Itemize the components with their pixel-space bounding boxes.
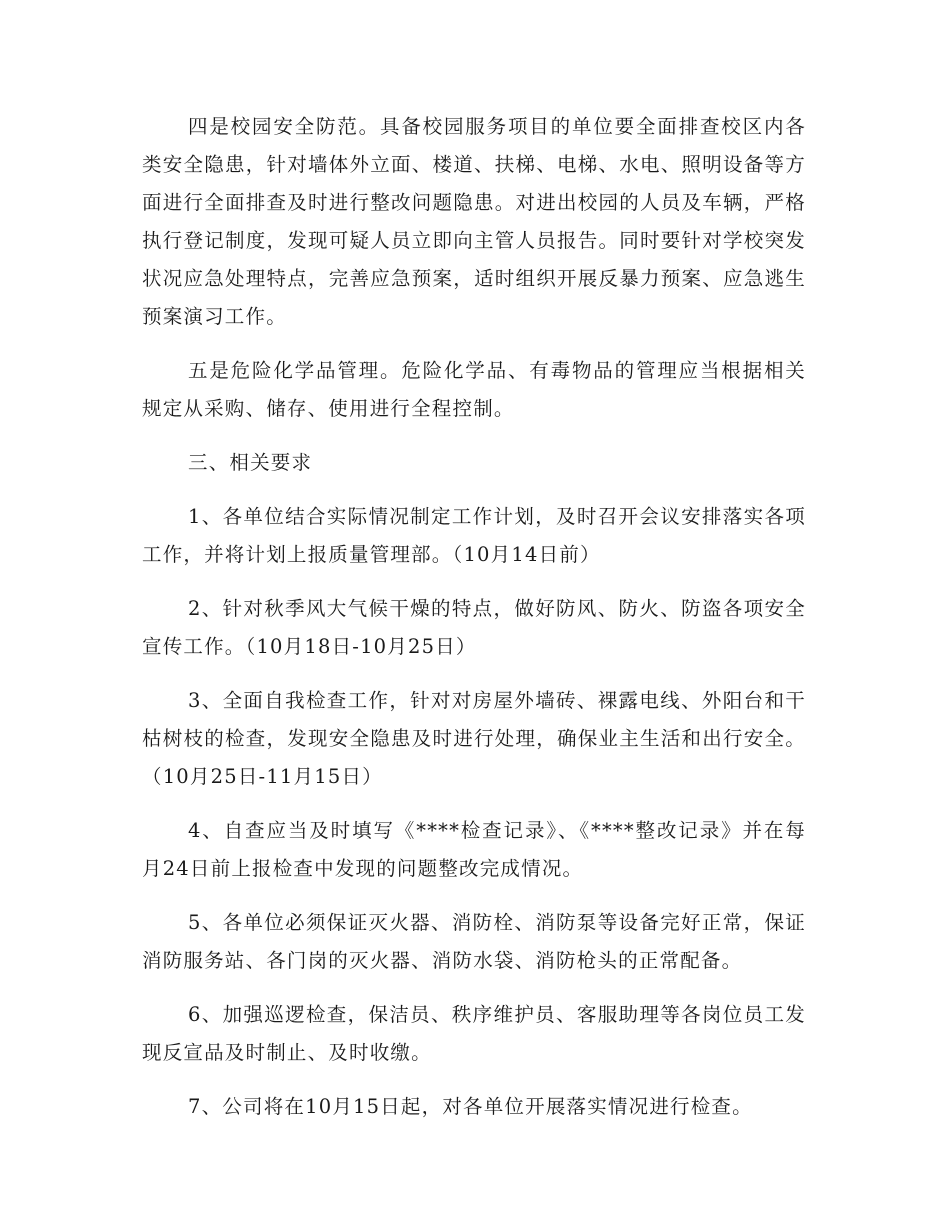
requirement-item-1: 1、各单位结合实际情况制定工作计划，及时召开会议安排落实各项工作，并将计划上报质量管理部。（10月14日前）	[142, 505, 806, 566]
requirement-item-2: 2、针对秋季风大气候干燥的特点，做好防风、防火、防盗各项安全宣传工作。（10月18日-10月25日）	[142, 597, 806, 658]
document-body	[142, 108, 806, 1142]
requirement-item-3: 3、全面自我检查工作，针对对房屋外墙砖、裸露电线、外阳台和干枯树枝的检查，发现安全隐患及时进行处理，确保业主生活和出行安全。（10月25日-11月15日）	[142, 689, 806, 788]
paragraph-hazardous-chemicals: 五是危险化学品管理。危险化学品、有毒物品的管理应当根据相关规定从采购、储存、使用进行全程控制。	[142, 359, 806, 420]
section-heading: 三、相关要求	[188, 451, 313, 474]
requirement-item-5: 5、各单位必须保证灭火器、消防栓、消防泵等设备完好正常，保证消防服务站、各门岗的灭火器、消防水袋、消防枪头的正常配备。	[142, 911, 806, 972]
paragraph-campus-safety: 四是校园安全防范。具备校园服务项目的单位要全面排查校区内各类安全隐患，针对墙体外立面、楼道、扶梯、电梯、水电、照明设备等方面进行全面排查及时进行整改问题隐患。对进出校园的人员及车辆，严格执行登记制度，发现可疑人员立即向主管人员报告。同时要针对学校突发状况应急处理特点，完善应急预案，适时组织开展反暴力预案、应急逃生预案演习工作。	[142, 115, 806, 328]
requirement-item-6: 6、加强巡逻检查，保洁员、秩序维护员、客服助理等各岗位员工发现反宣品及时制止、及时收缴。	[142, 1003, 806, 1064]
requirement-item-7: 7、公司将在10月15日起，对各单位开展落实情况进行检查。	[188, 1095, 753, 1118]
requirement-item-4: 4、自查应当及时填写《****检查记录》、《****整改记录》并在每月24日前上报检查中发现的问题整改完成情况。	[142, 819, 806, 880]
